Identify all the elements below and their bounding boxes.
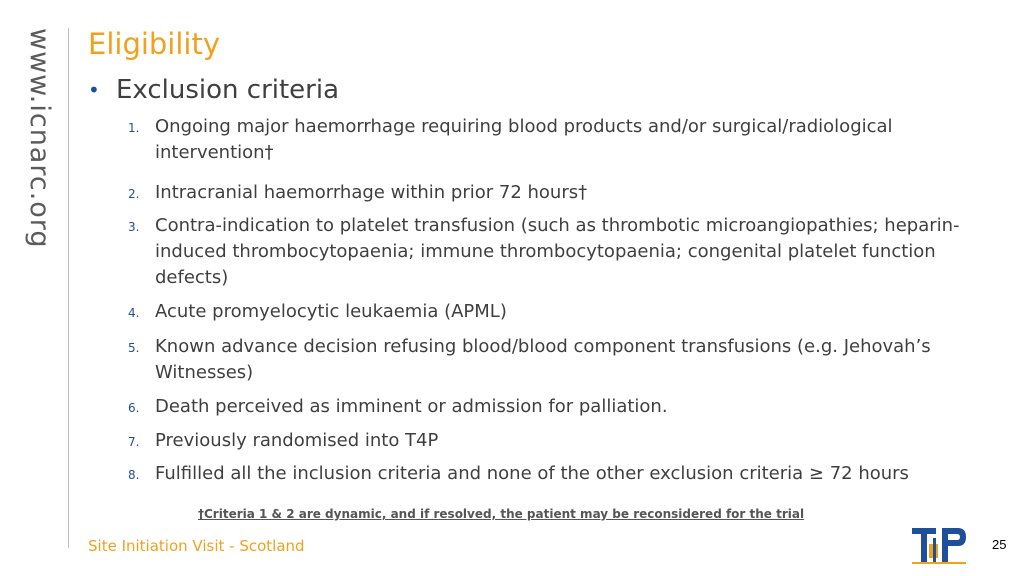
criteria-number: 8. xyxy=(128,468,140,482)
criteria-text: Contra-indication to platelet transfusion (such as thrombotic microangiopathies; heparin-induced thrombocytopaenia; immune thrombocytopaenia; congenital platelet function defects) xyxy=(155,215,960,288)
criteria-item xyxy=(128,334,988,386)
criteria-number: 4. xyxy=(128,306,140,320)
footnote: †Criteria 1 & 2 are dynamic, and if resolved, the patient may be reconsidered for the trial xyxy=(198,507,805,521)
bullet-icon: • xyxy=(88,78,100,102)
criteria-text: Known advance decision refusing blood/blood component transfusions (e.g. Jehovah’s Witnesses) xyxy=(155,336,931,383)
criteria-text: Previously randomised into T4P xyxy=(155,430,439,451)
criteria-item xyxy=(128,180,988,207)
criteria-item xyxy=(128,428,988,455)
criteria-number: 6. xyxy=(128,401,140,415)
criteria-text: Acute promyelocytic leukaemia (APML) xyxy=(155,301,507,322)
criteria-number: 5. xyxy=(128,341,140,355)
criteria-item xyxy=(128,114,988,166)
website-url-text: www.icnarc.org xyxy=(24,28,55,249)
criteria-number: 2. xyxy=(128,187,140,201)
criteria-number: 7. xyxy=(128,435,140,449)
criteria-item xyxy=(128,461,988,488)
criteria-item xyxy=(128,299,988,326)
criteria-item xyxy=(128,394,988,421)
t4p-logo-svg xyxy=(910,524,970,566)
subtitle-row xyxy=(88,72,339,108)
criteria-item xyxy=(128,213,988,291)
criteria-number: 3. xyxy=(128,220,140,234)
criteria-number: 1. xyxy=(128,121,140,135)
criteria-text: Fulfilled all the inclusion criteria and none of the other exclusion criteria ≥ 72 hours xyxy=(155,463,909,484)
website-url-vertical xyxy=(24,28,55,249)
footer-text: Site Initiation Visit - Scotland xyxy=(88,537,305,555)
vertical-divider xyxy=(68,28,69,548)
slide-title: Eligibility xyxy=(88,27,221,61)
page-number: 25 xyxy=(992,537,1007,552)
criteria-text: Death perceived as imminent or admission for palliation. xyxy=(155,396,668,417)
criteria-text: Intracranial haemorrhage within prior 72 hours† xyxy=(155,182,588,203)
criteria-text: Ongoing major haemorrhage requiring blood products and/or surgical/radiological intervention† xyxy=(155,116,893,163)
slide-subtitle: Exclusion criteria xyxy=(116,75,340,105)
t4p-logo-icon xyxy=(910,524,970,566)
